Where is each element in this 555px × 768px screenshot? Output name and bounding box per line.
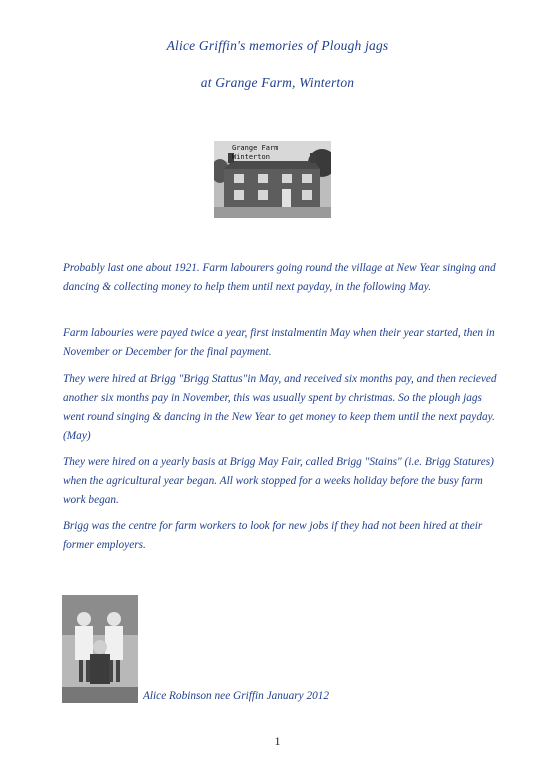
page-number: 1 xyxy=(274,734,281,748)
grange-farm-photo xyxy=(214,141,331,218)
children-image xyxy=(62,595,138,703)
document-title: Alice Griffin's memories of Plough jags xyxy=(166,38,389,53)
children-photo xyxy=(62,595,138,703)
farm-photo-caption xyxy=(232,144,278,162)
paragraph-3: They were hired at Brigg "Brigg Stattus"in May, and received six months pay, and then recieved another six months pay in November, this was usually spent by christmas. So the plough jags went round singing & dancing in the New Year to get money to keep them until the next payday. (May) xyxy=(63,373,497,442)
paragraph-1: Probably last one about 1921. Farm labourers going round the village at New Year singing and dancing & collecting money to help them until next payday, in the following May. xyxy=(63,262,496,293)
signature-line: Alice Robinson nee Griffin January 2012 xyxy=(143,690,330,702)
document-subtitle: at Grange Farm, Winterton xyxy=(200,75,355,90)
farm-photo-caption-line1: Grange Farm xyxy=(232,144,279,152)
paragraph-4: They were hired on a yearly basis at Brigg May Fair, called Brigg "Stains" (i.e. Brigg Statures) when the agricultural year began. All work stopped for a weeks holiday before the busy farm work began. xyxy=(63,456,494,506)
paragraph-2: Farm labouries were payed twice a year, first instalmentin May when their year started, then in November or December for the final payment. xyxy=(63,327,495,358)
paragraph-5: Brigg was the centre for farm workers to look for new jobs if they had not been hired at their former employers. xyxy=(63,520,483,551)
farm-photo-caption-line2: Winterton xyxy=(232,153,270,161)
